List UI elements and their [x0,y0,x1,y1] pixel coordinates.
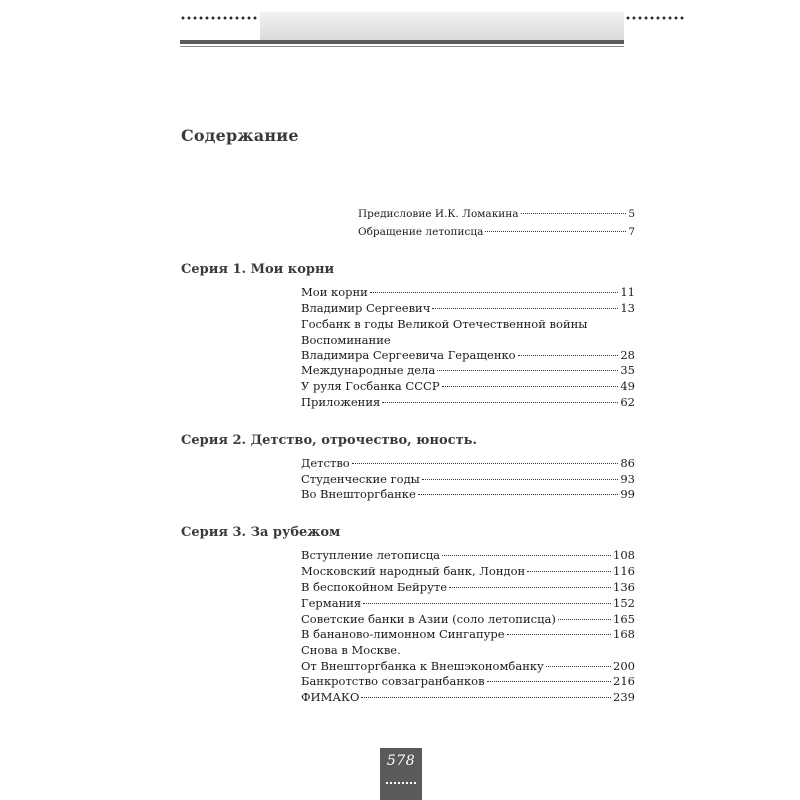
entry-title: Владимира Сергеевича Геращенко [301,348,516,362]
entry-title: В беспокойном Бейруте [301,580,448,594]
header-band [260,12,624,42]
entry-page: 86 [620,456,635,470]
entry-page: 165 [613,612,635,626]
dot-leader [527,570,611,572]
dot-leader [422,478,619,480]
dot-leader [363,602,611,604]
toc-entry[interactable] [301,580,635,594]
entry-page: 108 [613,548,635,562]
series-1-heading: Серия 1. Мои корни [181,262,335,277]
entry-title: ФИМАКО [301,690,360,704]
dot-leader [558,618,611,620]
entry-page: 136 [613,580,635,594]
toc-entry[interactable] [301,395,635,409]
entry-title: Мои корни [301,285,368,299]
toc-entry-preface[interactable] [358,208,635,220]
page-header [180,12,685,46]
toc-entry[interactable] [301,627,635,641]
dot-leader [370,291,619,293]
toc-entry[interactable] [301,564,635,578]
toc-entry[interactable] [301,659,635,673]
entry-title: Обращение летописца [358,226,484,238]
entry-page: 216 [613,674,635,688]
entry-title: Студенческие годы [301,472,420,486]
entry-title: Советские банки в Азии (соло летописца) [301,612,556,626]
dot-leader [485,230,626,232]
series-2-heading: Серия 2. Детство, отрочество, юность. [181,433,478,448]
dot-leader [521,212,627,214]
dot-leader [382,401,618,403]
entry-page: 11 [620,285,635,299]
entry-page: 49 [620,379,635,393]
header-dots-left [180,16,258,20]
toc-entry[interactable] [301,674,635,688]
page-title: Содержание [181,126,299,145]
page-number-box [380,748,422,800]
toc-entry[interactable] [301,596,635,610]
series-3-heading: Серия 3. За рубежом [181,525,341,540]
dot-leader [546,665,611,667]
toc-entry[interactable] [301,363,635,377]
entry-page: 7 [628,226,635,238]
entry-page: 28 [620,348,635,362]
dot-leader [418,493,619,495]
dot-leader [432,307,618,309]
entry-page: 35 [620,363,635,377]
header-rule-thin [180,46,624,47]
toc-entry[interactable] [301,548,635,562]
entry-page: 13 [620,301,635,315]
entry-page: 152 [613,596,635,610]
entry-page: 116 [613,564,635,578]
page-number: 578 [386,753,416,769]
header-dots-right [625,16,685,20]
toc-entry-text[interactable]: Госбанк в годы Великой Отечественной войны [301,317,588,331]
toc-entry-text[interactable]: Воспоминание [301,333,391,347]
toc-entry[interactable] [301,301,635,315]
toc-entry[interactable] [301,690,635,704]
entry-title: Владимир Сергеевич [301,301,431,315]
entry-title: Банкротство совзагранбанков [301,674,485,688]
entry-page: 239 [613,690,635,704]
entry-title: Германия [301,596,362,610]
toc-entry[interactable] [301,379,635,393]
entry-page: 99 [620,487,635,501]
entry-page: 93 [620,472,635,486]
entry-title: Международные дела [301,363,436,377]
entry-title: От Внешторгбанка к Внешэкономбанку [301,659,544,673]
entry-title: Приложения [301,395,381,409]
entry-page: 62 [620,395,635,409]
entry-title: Московский народный банк, Лондон [301,564,526,578]
dot-leader [361,696,611,698]
toc-entry[interactable] [301,612,635,626]
entry-title: Предисловие И.К. Ломакина [358,208,519,220]
toc-entry[interactable] [301,285,635,299]
entry-title: Детство [301,456,350,470]
toc-entry[interactable] [301,456,635,470]
entry-title: Во Внешторгбанке [301,487,416,501]
toc-entry[interactable] [301,487,635,501]
entry-page: 5 [628,208,635,220]
toc-entry[interactable] [301,472,635,486]
dot-leader [442,554,611,556]
toc-entry-text[interactable]: Снова в Москве. [301,643,401,657]
entry-page: 168 [613,627,635,641]
dot-leader [449,586,611,588]
dot-leader [442,385,619,387]
footer-dots [385,781,417,785]
entry-title: Вступление летописца [301,548,441,562]
dot-leader [437,369,618,371]
dot-leader [352,462,619,464]
header-rule [180,40,624,44]
dot-leader [518,354,619,356]
toc-entry-chronicler-address[interactable] [358,226,635,238]
dot-leader [487,680,611,682]
entry-title: У руля Госбанка СССР [301,379,440,393]
entry-title: В бананово-лимонном Сингапуре [301,627,505,641]
toc-entry[interactable] [301,348,635,362]
entry-page: 200 [613,659,635,673]
dot-leader [507,633,611,635]
